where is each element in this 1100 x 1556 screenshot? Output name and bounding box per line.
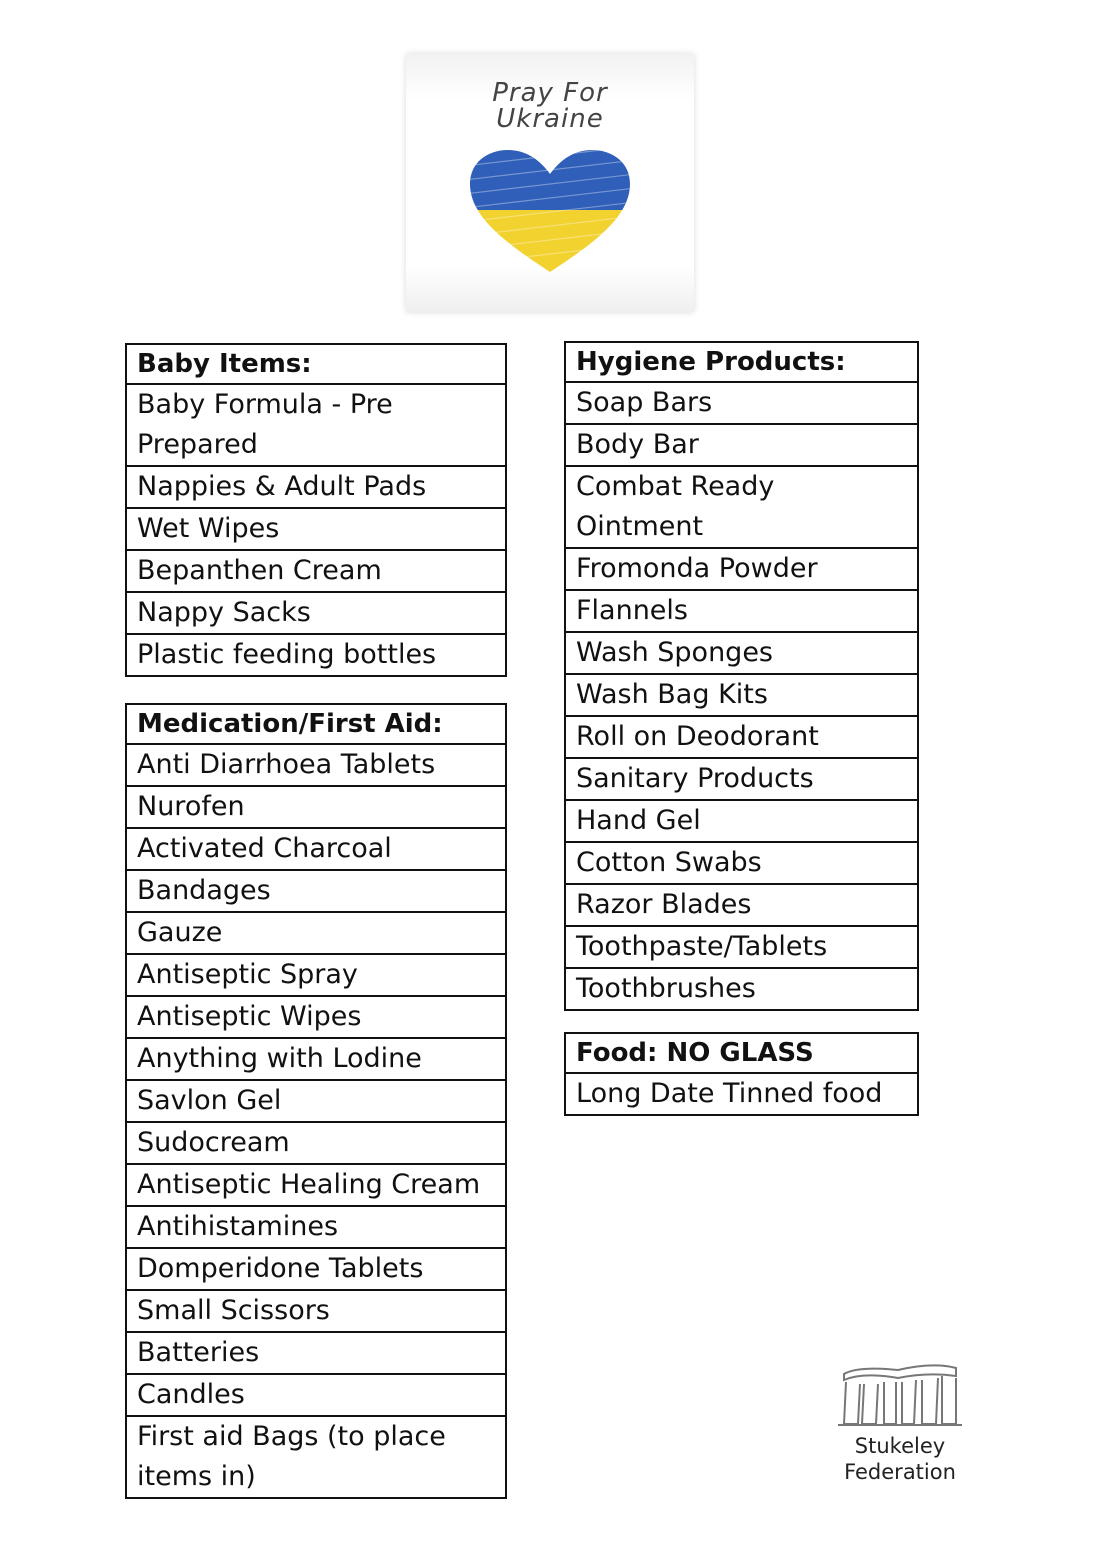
list-item: Toothpaste/Tablets	[565, 926, 918, 968]
logo-line1: Stukeley	[854, 1434, 946, 1458]
logo-line2: Federation	[844, 1460, 956, 1484]
list-item: Small Scissors	[126, 1290, 506, 1332]
list-item: Anything with Lodine	[126, 1038, 506, 1080]
list-item: Plastic feeding bottles	[126, 634, 506, 676]
stukeley-federation-logo	[830, 1356, 970, 1496]
food-heading: Food: NO GLASS	[565, 1033, 918, 1073]
list-item: Anti Diarrhoea Tablets	[126, 744, 506, 786]
list-item: Soap Bars	[565, 382, 918, 424]
list-item: Antiseptic Spray	[126, 954, 506, 996]
list-item: Batteries	[126, 1332, 506, 1374]
list-item: Nappies & Adult Pads	[126, 466, 506, 508]
list-item: Bepanthen Cream	[126, 550, 506, 592]
list-item: Fromonda Powder	[565, 548, 918, 590]
list-item: Wash Sponges	[565, 632, 918, 674]
baby-items-table	[125, 343, 507, 677]
list-item: Sanitary Products	[565, 758, 918, 800]
stonehenge-icon	[838, 1358, 962, 1428]
list-item: Baby Formula - Pre Prepared	[126, 384, 506, 466]
list-item: Savlon Gel	[126, 1080, 506, 1122]
list-item: Sudocream	[126, 1122, 506, 1164]
hygiene-heading: Hygiene Products:	[565, 342, 918, 382]
poster-title-line2: Ukraine	[496, 104, 604, 134]
list-item: Antiseptic Healing Cream	[126, 1164, 506, 1206]
list-item: First aid Bags (to place items in)	[126, 1416, 506, 1498]
baby-items-heading: Baby Items:	[126, 344, 506, 384]
list-item: Antihistamines	[126, 1206, 506, 1248]
list-item: Razor Blades	[565, 884, 918, 926]
list-item: Body Bar	[565, 424, 918, 466]
list-item: Wash Bag Kits	[565, 674, 918, 716]
list-item: Cotton Swabs	[565, 842, 918, 884]
list-item: Activated Charcoal	[126, 828, 506, 870]
pray-for-ukraine-image	[406, 54, 694, 312]
list-item: Bandages	[126, 870, 506, 912]
list-item: Toothbrushes	[565, 968, 918, 1010]
poster-title-line1: Pray For	[492, 78, 608, 108]
list-item: Antiseptic Wipes	[126, 996, 506, 1038]
list-item: Gauze	[126, 912, 506, 954]
list-item: Hand Gel	[565, 800, 918, 842]
list-item: Domperidone Tablets	[126, 1248, 506, 1290]
medication-table	[125, 703, 507, 1499]
list-item: Flannels	[565, 590, 918, 632]
heart-icon	[464, 146, 636, 274]
list-item: Nappy Sacks	[126, 592, 506, 634]
hygiene-products-table	[564, 341, 919, 1011]
food-table	[564, 1032, 919, 1116]
list-item: Roll on Deodorant	[565, 716, 918, 758]
list-item: Long Date Tinned food	[565, 1073, 918, 1115]
list-item: Candles	[126, 1374, 506, 1416]
list-item: Combat Ready Ointment	[565, 466, 918, 548]
medication-heading: Medication/First Aid:	[126, 704, 506, 744]
list-item: Wet Wipes	[126, 508, 506, 550]
list-item: Nurofen	[126, 786, 506, 828]
